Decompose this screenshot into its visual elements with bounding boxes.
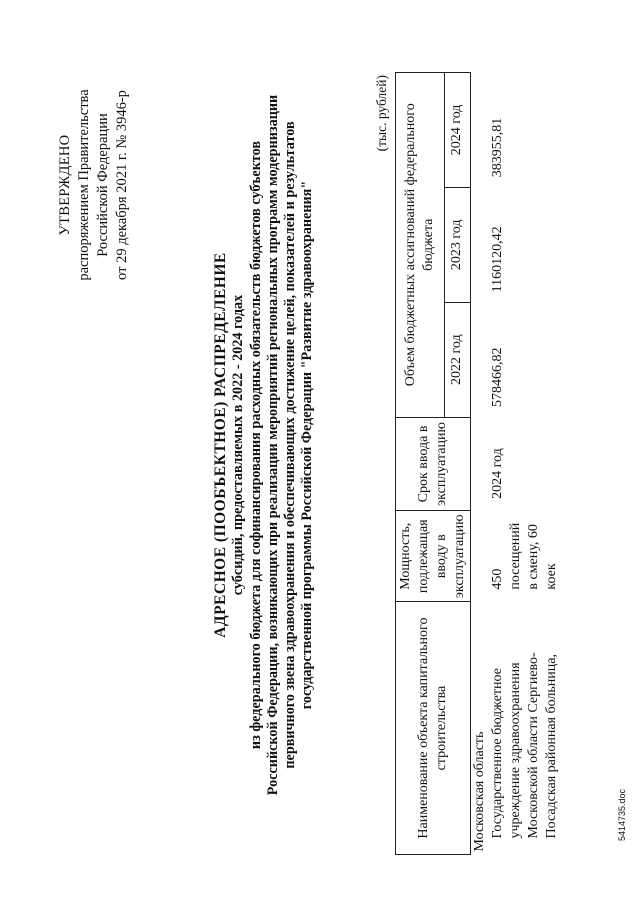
heading-line: субсидий, предоставляемых в 2022 - 2024 годах (230, 294, 247, 596)
header-capacity: Мощность, подлежащая вводу в эксплуатацию (396, 511, 471, 602)
header-year: 2024 год (444, 73, 470, 188)
document-title: АДРЕСНОЕ (ПООБЪЕКТНОЕ) РАСПРЕДЕЛЕНИЕ (212, 252, 229, 638)
allocation-table (395, 72, 561, 855)
header-object-name: Наименование объекта капитального строительства (396, 602, 471, 855)
heading-line: государственной программы Российской Федерации "Развитие здравоохранения" (299, 180, 316, 710)
budget-2024: 383955,81 (490, 117, 505, 178)
budget-2022: 578466,82 (490, 347, 505, 408)
object-term: 2024 год (490, 448, 505, 499)
file-reference: 5414735.doc (617, 788, 627, 841)
header-budget: Объем бюджетных ассигнований федерального бюджета (396, 73, 445, 418)
header-term: Срок ввода в эксплуатацию (396, 417, 471, 511)
approval-stamp-title: УТВЕРЖДЕНО (57, 134, 73, 236)
header-year: 2023 год (444, 187, 470, 302)
approval-stamp (56, 70, 132, 300)
table-row (471, 73, 490, 855)
document-heading (212, 50, 317, 840)
units-label: (тыс. рублей) (374, 75, 389, 152)
heading-line: первичного звена здравоохранения и обеспечивающих достижение целей, показателей и результатов (282, 121, 299, 769)
table-row (489, 73, 561, 855)
region-name: Московская область (472, 731, 487, 852)
heading-line: из федерального бюджета для софинансирования расходных обязательств бюджетов субъектов (247, 140, 264, 750)
budget-2023: 1160120,42 (490, 226, 505, 293)
heading-line: Российской Федерации, возникающих при реализации мероприятий региональных программ модернизации (264, 94, 281, 796)
approval-line: распоряжением Правительства (76, 89, 92, 281)
object-name: Государственное бюджетное учреждение здравоохранения Московской области Сергиево-Посадская районная больница, (490, 652, 559, 839)
approval-line: Российской Федерации (95, 113, 111, 257)
approval-line: от 29 декабря 2021 г. № 3946-р (114, 90, 130, 280)
header-year: 2022 год (444, 302, 470, 417)
object-capacity: 450 посещений в смену, 60 коек (490, 522, 559, 590)
